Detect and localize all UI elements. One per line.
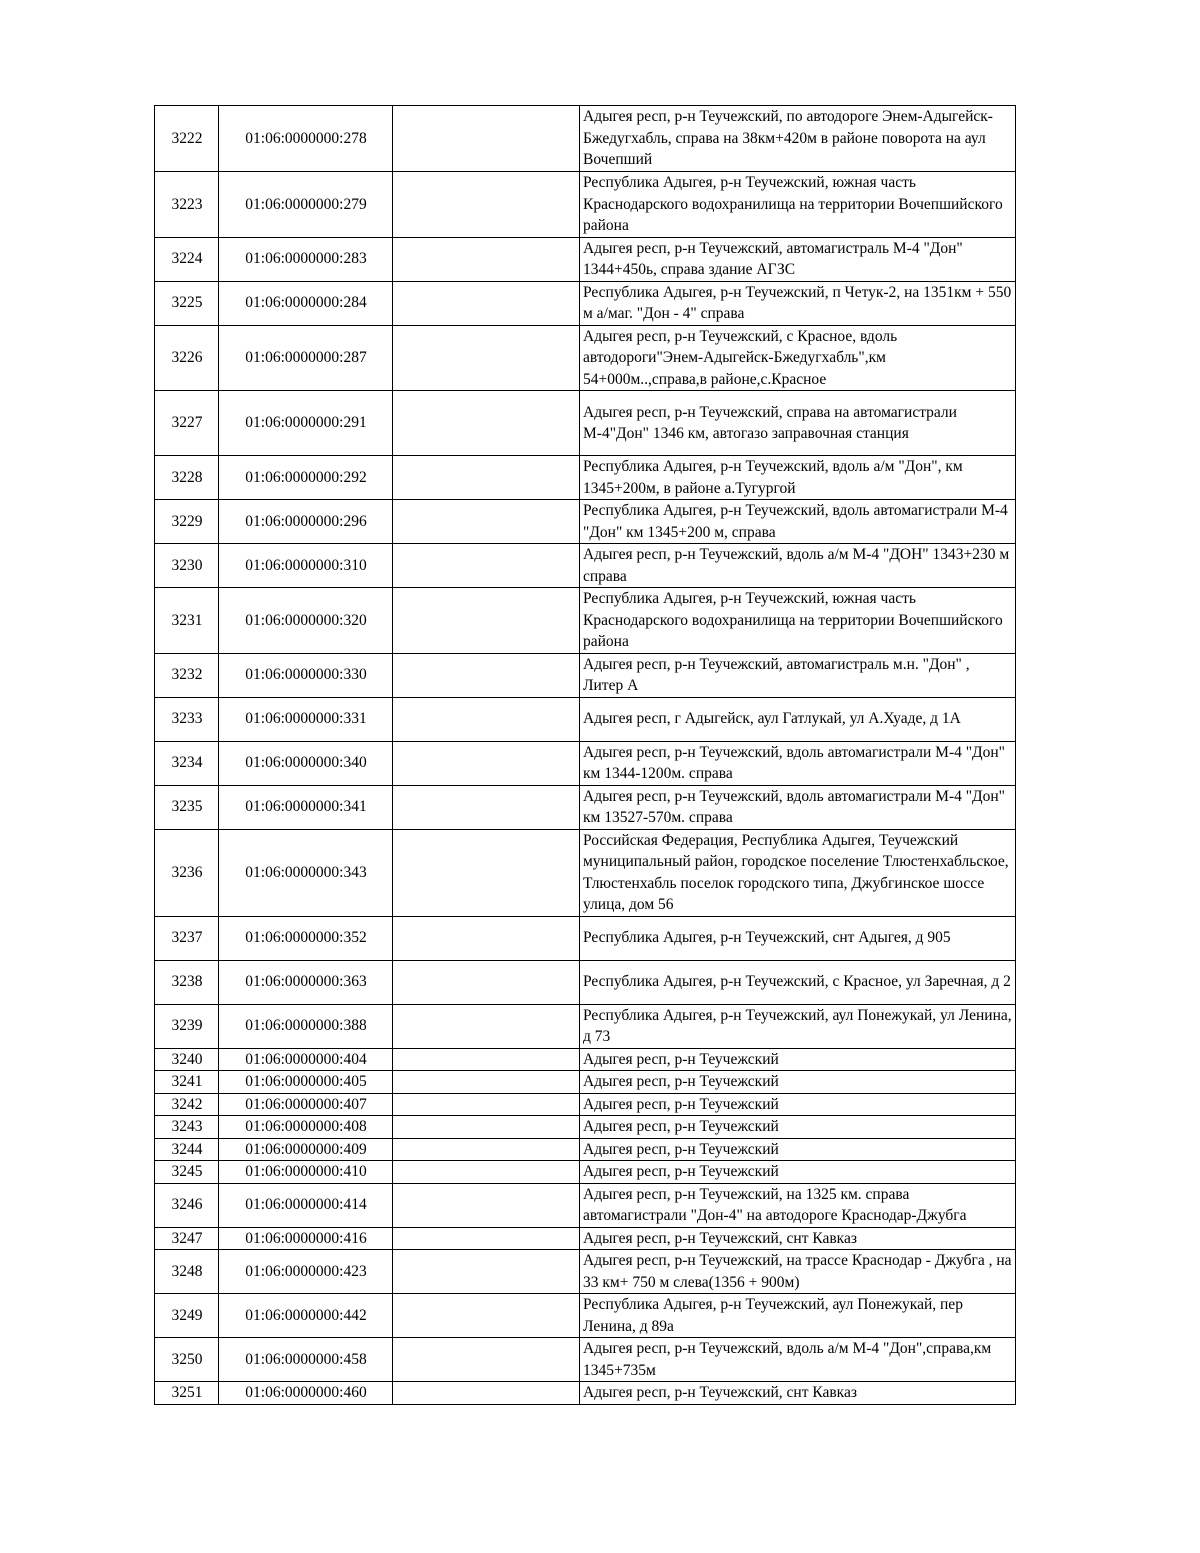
row-number: 3251: [155, 1382, 219, 1405]
empty-cell: [393, 391, 580, 456]
cadastral-number: 01:06:0000000:279: [219, 172, 393, 238]
row-number: 3246: [155, 1183, 219, 1227]
address: Адыгея респ, р-н Теучежский, на 1325 км. справа автомагистрали "Дон-4" на автодороге Краснодар-Джубга: [580, 1183, 1016, 1227]
table-row: [155, 653, 1016, 697]
address: Адыгея респ, р-н Теучежский, вдоль а/м М-4 "ДОН" 1343+230 м справа: [580, 544, 1016, 588]
empty-cell: [393, 960, 580, 1004]
table-row: [155, 325, 1016, 391]
table-row: [155, 1250, 1016, 1294]
empty-cell: [393, 237, 580, 281]
address: Адыгея респ, р-н Теучежский: [580, 1161, 1016, 1184]
empty-cell: [393, 1294, 580, 1338]
table-row: [155, 172, 1016, 238]
cadastral-number: 01:06:0000000:278: [219, 106, 393, 172]
row-number: 3236: [155, 829, 219, 916]
table-row: [155, 1227, 1016, 1250]
row-number: 3235: [155, 785, 219, 829]
empty-cell: [393, 172, 580, 238]
address: Адыгея респ, р-н Теучежский, автомагистраль м.н. "Дон" , Литер А: [580, 653, 1016, 697]
cadastral-number: 01:06:0000000:363: [219, 960, 393, 1004]
cadastral-number: 01:06:0000000:407: [219, 1093, 393, 1116]
cadastral-number: 01:06:0000000:343: [219, 829, 393, 916]
row-number: 3250: [155, 1338, 219, 1382]
row-number: 3242: [155, 1093, 219, 1116]
empty-cell: [393, 1004, 580, 1048]
empty-cell: [393, 697, 580, 741]
cadastral-number: 01:06:0000000:292: [219, 456, 393, 500]
table-row: [155, 281, 1016, 325]
row-number: 3237: [155, 916, 219, 960]
table-row: [155, 1161, 1016, 1184]
address: Республика Адыгея, р-н Теучежский, аул Понежукай, ул Ленина, д 73: [580, 1004, 1016, 1048]
empty-cell: [393, 1227, 580, 1250]
table-row: [155, 588, 1016, 654]
cadastral-number: 01:06:0000000:310: [219, 544, 393, 588]
address: Адыгея респ, р-н Теучежский: [580, 1093, 1016, 1116]
empty-cell: [393, 1093, 580, 1116]
row-number: 3249: [155, 1294, 219, 1338]
table-row: [155, 544, 1016, 588]
cadastral-number: 01:06:0000000:442: [219, 1294, 393, 1338]
address: Адыгея респ, р-н Теучежский, по автодороге Энем-Адыгейск-Бжедугхабль, справа на 38км+420м в районе поворота на аул Вочепший: [580, 106, 1016, 172]
empty-cell: [393, 829, 580, 916]
address: Адыгея респ, р-н Теучежский, с Красное, вдоль автодороги"Энем-Адыгейск-Бжедугхабль",км 54+000м..,справа,в районе,с.Красное: [580, 325, 1016, 391]
row-number: 3240: [155, 1048, 219, 1071]
address: Республика Адыгея, р-н Теучежский, вдоль а/м "Дон", км 1345+200м, в районе а.Тугургой: [580, 456, 1016, 500]
row-number: 3225: [155, 281, 219, 325]
address: Адыгея респ, р-н Теучежский, снт Кавказ: [580, 1227, 1016, 1250]
table-row: [155, 1183, 1016, 1227]
address: Республика Адыгея, р-н Теучежский, южная часть Краснодарского водохранилища на территории Вочепшийского района: [580, 172, 1016, 238]
cadastral-number: 01:06:0000000:408: [219, 1116, 393, 1139]
address: Адыгея респ, р-н Теучежский: [580, 1048, 1016, 1071]
row-number: 3226: [155, 325, 219, 391]
row-number: 3244: [155, 1138, 219, 1161]
row-number: 3228: [155, 456, 219, 500]
empty-cell: [393, 1161, 580, 1184]
table-row: [155, 697, 1016, 741]
table-row: [155, 741, 1016, 785]
cadastral-number: 01:06:0000000:331: [219, 697, 393, 741]
table-row: [155, 960, 1016, 1004]
empty-cell: [393, 1382, 580, 1405]
table-row: [155, 237, 1016, 281]
empty-cell: [393, 653, 580, 697]
table-row: [155, 829, 1016, 916]
cadastral-number: 01:06:0000000:283: [219, 237, 393, 281]
row-number: 3224: [155, 237, 219, 281]
row-number: 3231: [155, 588, 219, 654]
address: Адыгея респ, г Адыгейск, аул Гатлукай, ул А.Хуаде, д 1А: [580, 697, 1016, 741]
registry-rows: [155, 106, 1016, 1405]
empty-cell: [393, 1250, 580, 1294]
row-number: 3238: [155, 960, 219, 1004]
table-row: [155, 1004, 1016, 1048]
row-number: 3247: [155, 1227, 219, 1250]
table-row: [155, 456, 1016, 500]
cadastral-number: 01:06:0000000:296: [219, 500, 393, 544]
cadastral-number: 01:06:0000000:460: [219, 1382, 393, 1405]
empty-cell: [393, 1071, 580, 1094]
cadastral-number: 01:06:0000000:330: [219, 653, 393, 697]
empty-cell: [393, 588, 580, 654]
registry-table: [154, 105, 1016, 1405]
row-number: 3232: [155, 653, 219, 697]
empty-cell: [393, 916, 580, 960]
cadastral-number: 01:06:0000000:423: [219, 1250, 393, 1294]
table-row: [155, 1382, 1016, 1405]
address: Адыгея респ, р-н Теучежский, вдоль а/м М-4 "Дон",справа,км 1345+735м: [580, 1338, 1016, 1382]
table-row: [155, 391, 1016, 456]
cadastral-number: 01:06:0000000:410: [219, 1161, 393, 1184]
row-number: 3230: [155, 544, 219, 588]
row-number: 3243: [155, 1116, 219, 1139]
table-row: [155, 785, 1016, 829]
empty-cell: [393, 456, 580, 500]
empty-cell: [393, 1338, 580, 1382]
empty-cell: [393, 1183, 580, 1227]
empty-cell: [393, 1138, 580, 1161]
cadastral-number: 01:06:0000000:416: [219, 1227, 393, 1250]
cadastral-number: 01:06:0000000:404: [219, 1048, 393, 1071]
address: Адыгея респ, р-н Теучежский: [580, 1071, 1016, 1094]
cadastral-number: 01:06:0000000:341: [219, 785, 393, 829]
row-number: 3241: [155, 1071, 219, 1094]
empty-cell: [393, 741, 580, 785]
address: Адыгея респ, р-н Теучежский, вдоль автомагистрали М-4 "Дон" км 13527-570м. справа: [580, 785, 1016, 829]
table-row: [155, 1048, 1016, 1071]
empty-cell: [393, 325, 580, 391]
empty-cell: [393, 500, 580, 544]
empty-cell: [393, 281, 580, 325]
table-row: [155, 106, 1016, 172]
cadastral-number: 01:06:0000000:284: [219, 281, 393, 325]
address: Адыгея респ, р-н Теучежский, автомагистраль М-4 "Дон" 1344+450ь, справа здание АГЗС: [580, 237, 1016, 281]
cadastral-number: 01:06:0000000:405: [219, 1071, 393, 1094]
cadastral-number: 01:06:0000000:458: [219, 1338, 393, 1382]
empty-cell: [393, 785, 580, 829]
cadastral-number: 01:06:0000000:320: [219, 588, 393, 654]
empty-cell: [393, 544, 580, 588]
table-row: [155, 1338, 1016, 1382]
row-number: 3227: [155, 391, 219, 456]
row-number: 3245: [155, 1161, 219, 1184]
cadastral-number: 01:06:0000000:291: [219, 391, 393, 456]
address: Адыгея респ, р-н Теучежский, снт Кавказ: [580, 1382, 1016, 1405]
table-row: [155, 1071, 1016, 1094]
empty-cell: [393, 1116, 580, 1139]
cadastral-number: 01:06:0000000:340: [219, 741, 393, 785]
table-row: [155, 916, 1016, 960]
row-number: 3229: [155, 500, 219, 544]
address: Адыгея респ, р-н Теучежский, вдоль автомагистрали М-4 "Дон" км 1344-1200м. справа: [580, 741, 1016, 785]
cadastral-number: 01:06:0000000:409: [219, 1138, 393, 1161]
cadastral-number: 01:06:0000000:287: [219, 325, 393, 391]
table-row: [155, 1116, 1016, 1139]
table-row: [155, 1294, 1016, 1338]
row-number: 3222: [155, 106, 219, 172]
address: Адыгея респ, р-н Теучежский, справа на автомагистрали М-4"Дон" 1346 км, автогазо заправочная станция: [580, 391, 1016, 456]
address: Республика Адыгея, р-н Теучежский, вдоль автомагистрали М-4 "Дон" км 1345+200 м, справа: [580, 500, 1016, 544]
table-row: [155, 1138, 1016, 1161]
address: Российская Федерация, Республика Адыгея, Теучежский муниципальный район, городское поселение Тлюстенхабльское, Тлюстенхабль поселок городского типа, Джубгинское шоссе улица, дом 56: [580, 829, 1016, 916]
row-number: 3233: [155, 697, 219, 741]
row-number: 3248: [155, 1250, 219, 1294]
address: Адыгея респ, р-н Теучежский: [580, 1138, 1016, 1161]
empty-cell: [393, 1048, 580, 1071]
address: Адыгея респ, р-н Теучежский, на трассе Краснодар - Джубга , на 33 км+ 750 м слева(1356 + 900м): [580, 1250, 1016, 1294]
address: Республика Адыгея, р-н Теучежский, с Красное, ул Заречная, д 2: [580, 960, 1016, 1004]
table-row: [155, 1093, 1016, 1116]
address: Республика Адыгея, р-н Теучежский, снт Адыгея, д 905: [580, 916, 1016, 960]
row-number: 3239: [155, 1004, 219, 1048]
empty-cell: [393, 106, 580, 172]
table-row: [155, 500, 1016, 544]
row-number: 3223: [155, 172, 219, 238]
address: Республика Адыгея, р-н Теучежский, п Четук-2, на 1351км + 550 м а/маг. "Дон - 4" справа: [580, 281, 1016, 325]
cadastral-number: 01:06:0000000:414: [219, 1183, 393, 1227]
address: Адыгея респ, р-н Теучежский: [580, 1116, 1016, 1139]
address: Республика Адыгея, р-н Теучежский, аул Понежукай, пер Ленина, д 89а: [580, 1294, 1016, 1338]
address: Республика Адыгея, р-н Теучежский, южная часть Краснодарского водохранилища на территории Вочепшийского района: [580, 588, 1016, 654]
row-number: 3234: [155, 741, 219, 785]
cadastral-number: 01:06:0000000:388: [219, 1004, 393, 1048]
cadastral-number: 01:06:0000000:352: [219, 916, 393, 960]
